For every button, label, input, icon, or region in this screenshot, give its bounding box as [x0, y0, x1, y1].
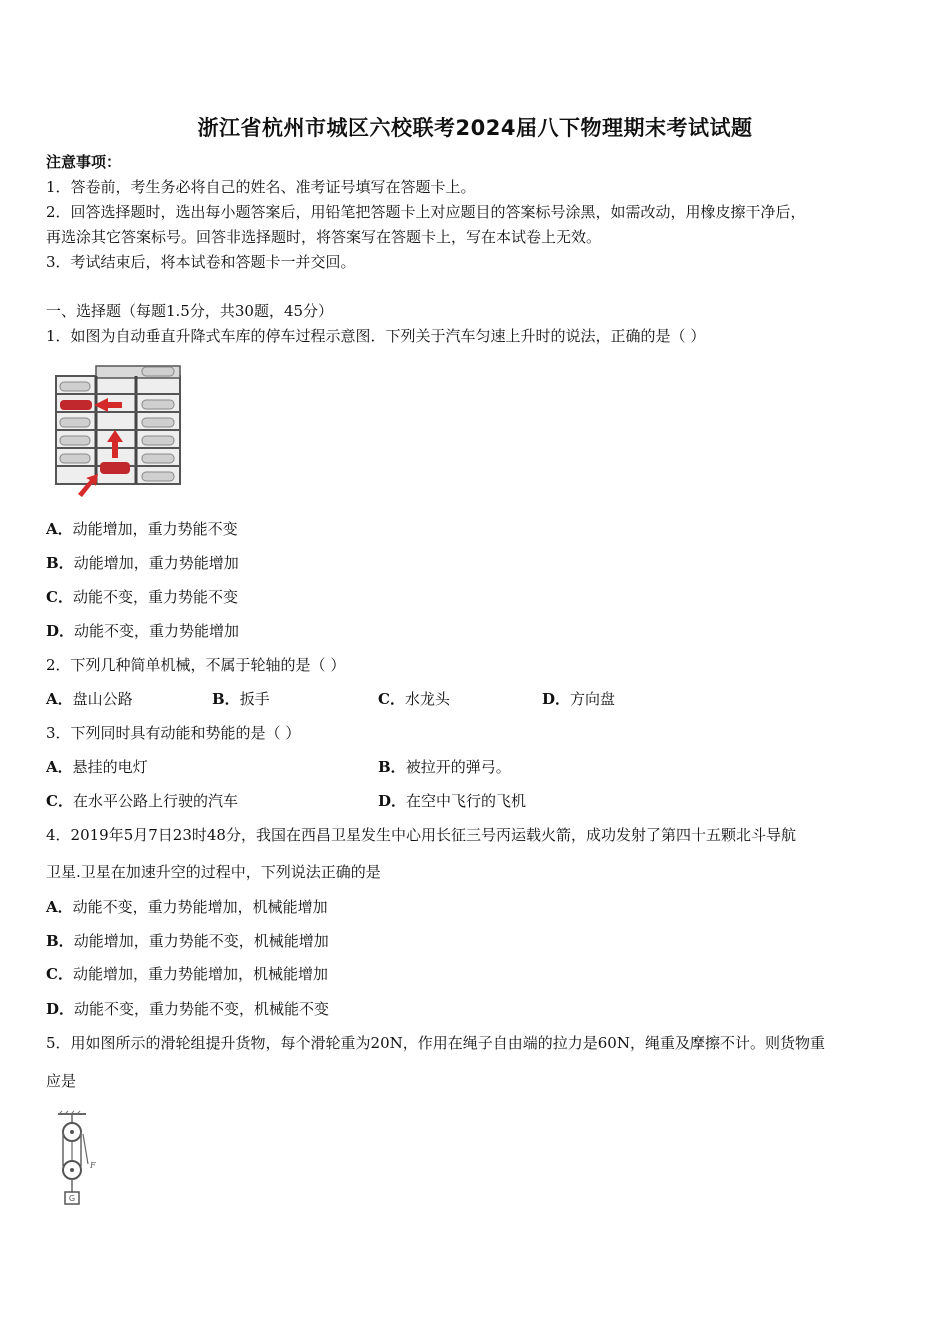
question-5-stem-cont: 应是 [46, 1072, 77, 1090]
question-3-option-a[interactable] [46, 757, 148, 777]
option-key: A． [46, 758, 73, 776]
option-text: 动能增加，重力势能不变 [72, 520, 238, 538]
parking-garage-figure [48, 362, 188, 500]
option-key: C． [46, 792, 73, 810]
question-2-stem: 2．下列几种简单机械，不属于轮轴的是（ ） [46, 656, 346, 674]
option-key: B． [212, 690, 240, 708]
option-text: 在水平公路上行驶的汽车 [72, 792, 238, 810]
question-3-option-d[interactable] [378, 791, 526, 811]
option-text: 悬挂的电灯 [72, 758, 148, 776]
question-4-option-c[interactable] [46, 964, 328, 984]
question-4-stem-cont: 卫星.卫星在加速升空的过程中，下列说法正确的是 [46, 863, 381, 881]
option-key: B． [46, 554, 74, 572]
pulley-system-figure [54, 1110, 110, 1210]
option-key: A． [46, 520, 73, 538]
question-3-stem: 3．下列同时具有动能和势能的是（ ） [46, 724, 301, 742]
question-4-option-d[interactable] [46, 999, 329, 1019]
option-text: 动能不变，重力势能增加 [74, 622, 240, 640]
question-3-option-b[interactable] [378, 757, 511, 777]
force-label: F [90, 1161, 96, 1170]
option-text: 动能增加，重力势能不变，机械能增加 [73, 932, 329, 950]
question-2-option-c[interactable] [378, 689, 450, 709]
option-text: 动能不变，重力势能不变 [72, 588, 238, 606]
question-2-option-b[interactable] [212, 689, 270, 709]
option-text: 扳手 [239, 690, 270, 708]
section-heading: 一、选择题（每题1.5分，共30题，45分） [46, 302, 334, 320]
question-4-option-b[interactable] [46, 931, 329, 951]
question-3-option-c[interactable] [46, 791, 238, 811]
option-key: D． [46, 622, 75, 640]
option-key: C． [378, 690, 405, 708]
question-1-option-b[interactable] [46, 553, 239, 573]
option-key: D． [542, 690, 571, 708]
option-text: 方向盘 [570, 690, 616, 708]
question-2-option-a[interactable] [46, 689, 133, 709]
option-text: 动能增加，重力势能增加 [73, 554, 239, 572]
question-4-option-a[interactable] [46, 897, 328, 917]
option-key: C． [46, 588, 73, 606]
question-1-option-a[interactable] [46, 519, 238, 539]
question-1-stem: 1．如图为自动垂直升降式车库的停车过程示意图．下列关于汽车匀速上升时的说法，正确的是（ ） [46, 327, 706, 345]
notice-heading: 注意事项： [46, 153, 122, 171]
notice-item-2: 2．回答选择题时，选出每小题答案后，用铅笔把答题卡上对应题目的答案标号涂黑，如需改动，用橡皮擦干净后， [46, 203, 806, 221]
option-key: B． [378, 758, 406, 776]
question-1-option-d[interactable] [46, 621, 239, 641]
question-5-stem: 5．用如图所示的滑轮组提升货物，每个滑轮重为20N，作用在绳子自由端的拉力是60N，绳重及摩擦不计。则货物重 [46, 1034, 825, 1052]
option-text: 水龙头 [404, 690, 450, 708]
load-label: G [68, 1194, 76, 1203]
notice-item-2-cont: 再选涂其它答案标号。回答非选择题时，将答案写在答题卡上，写在本试卷上无效。 [46, 228, 602, 246]
option-key: B． [46, 932, 74, 950]
option-text: 动能增加，重力势能增加，机械能增加 [72, 965, 328, 983]
question-4-stem: 4．2019年5月7日23时48分，我国在西昌卫星发生中心用长征三号丙运载火箭，成功发射了第四十五颗北斗导航 [46, 826, 796, 844]
question-1-option-c[interactable] [46, 587, 238, 607]
option-key: A． [46, 690, 73, 708]
question-2-option-d[interactable] [542, 689, 615, 709]
option-text: 在空中飞行的飞机 [406, 792, 527, 810]
notice-item-1: 1．答卷前，考生务必将自己的姓名、准考证号填写在答题卡上。 [46, 178, 476, 196]
option-key: D． [46, 1000, 75, 1018]
option-key: A． [46, 898, 73, 916]
notice-item-3: 3．考试结束后，将本试卷和答题卡一并交回。 [46, 253, 356, 271]
page-title: 浙江省杭州市城区六校联考2024届八下物理期末考试试题 [197, 116, 753, 140]
option-text: 盘山公路 [72, 690, 133, 708]
option-text: 动能不变，重力势能增加，机械能增加 [72, 898, 328, 916]
option-key: C． [46, 965, 73, 983]
option-key: D． [378, 792, 407, 810]
option-text: 动能不变，重力势能不变，机械能不变 [74, 1000, 330, 1018]
option-text: 被拉开的弹弓。 [405, 758, 511, 776]
